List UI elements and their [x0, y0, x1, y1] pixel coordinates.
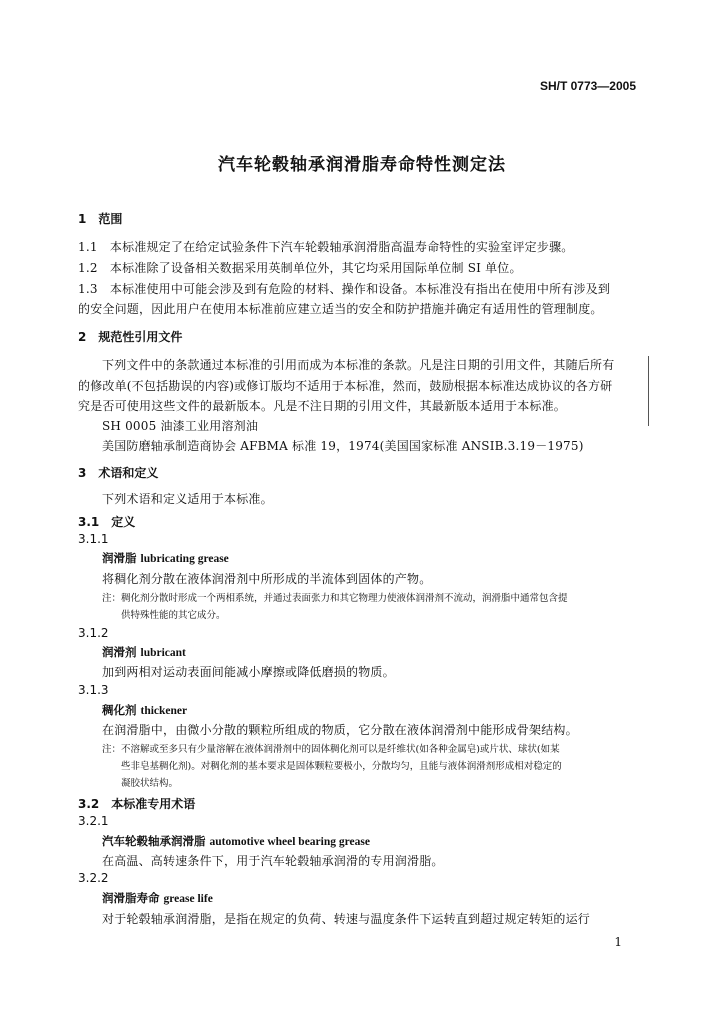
clause-1-3-line2: 的安全问题，因此用户在使用本标准前应建立适当的安全和防护措施并确定有适用性的管理制度。 — [78, 302, 603, 316]
term-automotive-wheel-bearing-grease — [102, 833, 370, 849]
clause-1-2: 1.2 本标准除了设备相关数据采用英制单位外，其它均采用国际单位制 SI 单位。 — [78, 261, 522, 275]
clause-number-3-1-2: 3.1.2 — [78, 626, 109, 640]
clause-1-1: 1.1 本标准规定了在给定试验条件下汽车轮毂轴承润滑脂高温寿命特性的实验室评定步骤。 — [78, 240, 574, 254]
term-definition: 加到两相对运动表面间能减小摩擦或降低磨损的物质。 — [102, 665, 395, 679]
term-note-line1: 注：稠化剂分散时形成一个两相系统，并通过表面张力和其它物理力使液体润滑剂不流动，润滑脂中通常包含提 — [102, 593, 568, 604]
subsection-heading-3-2: 3.2 本标准专用术语 — [78, 797, 196, 811]
subsection-heading-3-1: 3.1 定义 — [78, 515, 136, 529]
term-definition: 将稠化剂分散在液体润滑剂中所形成的半流体到固体的产物。 — [102, 572, 432, 586]
document-title: 汽车轮毂轴承润滑脂寿命特性测定法 — [218, 155, 506, 175]
references-text-line1: 下列文件中的条款通过本标准的引用而成为本标准的条款。凡是注日期的引用文件，其随后所有 — [102, 358, 615, 372]
term-zh: 润滑脂 — [102, 551, 137, 565]
term-en: thickener — [140, 705, 188, 717]
term-zh: 润滑脂寿命 — [102, 891, 160, 905]
term-definition: 在高温、高转速条件下，用于汽车轮毂轴承润滑的专用润滑脂。 — [102, 854, 444, 868]
section-heading-terms: 3 术语和定义 — [78, 466, 159, 480]
clause-number-3-2-1: 3.2.1 — [78, 814, 109, 828]
term-thickener — [102, 702, 187, 718]
page-number: 1 — [614, 935, 622, 949]
reference-item: SH 0005 油漆工业用溶剂油 — [102, 419, 259, 433]
term-zh: 汽车轮毂轴承润滑脂 — [102, 834, 206, 848]
term-en: grease life — [163, 893, 213, 905]
references-text-line2: 的修改单(不包括勘误的内容)或修订版均不适用于本标准，然而，鼓励根据本标准达成协议的各方研 — [78, 379, 613, 393]
clause-1-3-line1: 1.3 本标准使用中可能会涉及到有危险的材料、操作和设备。本标准没有指出在使用中所有涉及到 — [78, 282, 611, 296]
term-zh: 稠化剂 — [102, 703, 137, 717]
term-note-line3: 凝胶状结构。 — [121, 778, 179, 789]
clause-number-3-2-2: 3.2.2 — [78, 871, 109, 885]
standard-number: SH/T 0773—2005 — [539, 79, 636, 93]
term-en: lubricant — [140, 647, 186, 659]
section-heading-scope: 1 范围 — [78, 212, 123, 226]
term-note-line2: 些非皂基稠化剂)。对稠化剂的基本要求是固体颗粒要极小，分散均匀，且能与液体润滑剂形成相对稳定的 — [121, 761, 562, 772]
revision-bar — [648, 356, 649, 426]
section-heading-references: 2 规范性引用文件 — [78, 330, 183, 344]
term-definition: 对于轮毂轴承润滑脂，是指在规定的负荷、转速与温度条件下运转直到超过规定转矩的运行 — [102, 912, 591, 926]
term-lubricating-grease — [102, 550, 229, 566]
term-note-line2: 供特殊性能的其它成分。 — [121, 610, 226, 621]
term-note-line1: 注：不溶解或至多只有少量溶解在液体润滑剂中的固体稠化剂可以是纤维状(如各种金属皂)或片状、球状(如某 — [102, 744, 560, 755]
reference-item: 美国防磨轴承制造商协会 AFBMA 标准 19，1974(美国国家标准 ANSIB.3.19－1975) — [102, 439, 584, 453]
references-text-line3: 究是否可使用这些文件的最新版本。凡是不注日期的引用文件，其最新版本适用于本标准。 — [78, 399, 567, 413]
term-definition: 在润滑脂中，由微小分散的颗粒所组成的物质，它分散在液体润滑剂中能形成骨架结构。 — [102, 723, 578, 737]
term-en: automotive wheel bearing grease — [209, 836, 370, 848]
clause-number-3-1-3: 3.1.3 — [78, 683, 109, 697]
term-grease-life — [102, 890, 213, 906]
terms-intro: 下列术语和定义适用于本标准。 — [102, 492, 273, 506]
term-lubricant — [102, 644, 186, 660]
term-en: lubricating grease — [140, 553, 229, 565]
term-zh: 润滑剂 — [102, 645, 137, 659]
clause-number-3-1-1: 3.1.1 — [78, 532, 109, 546]
